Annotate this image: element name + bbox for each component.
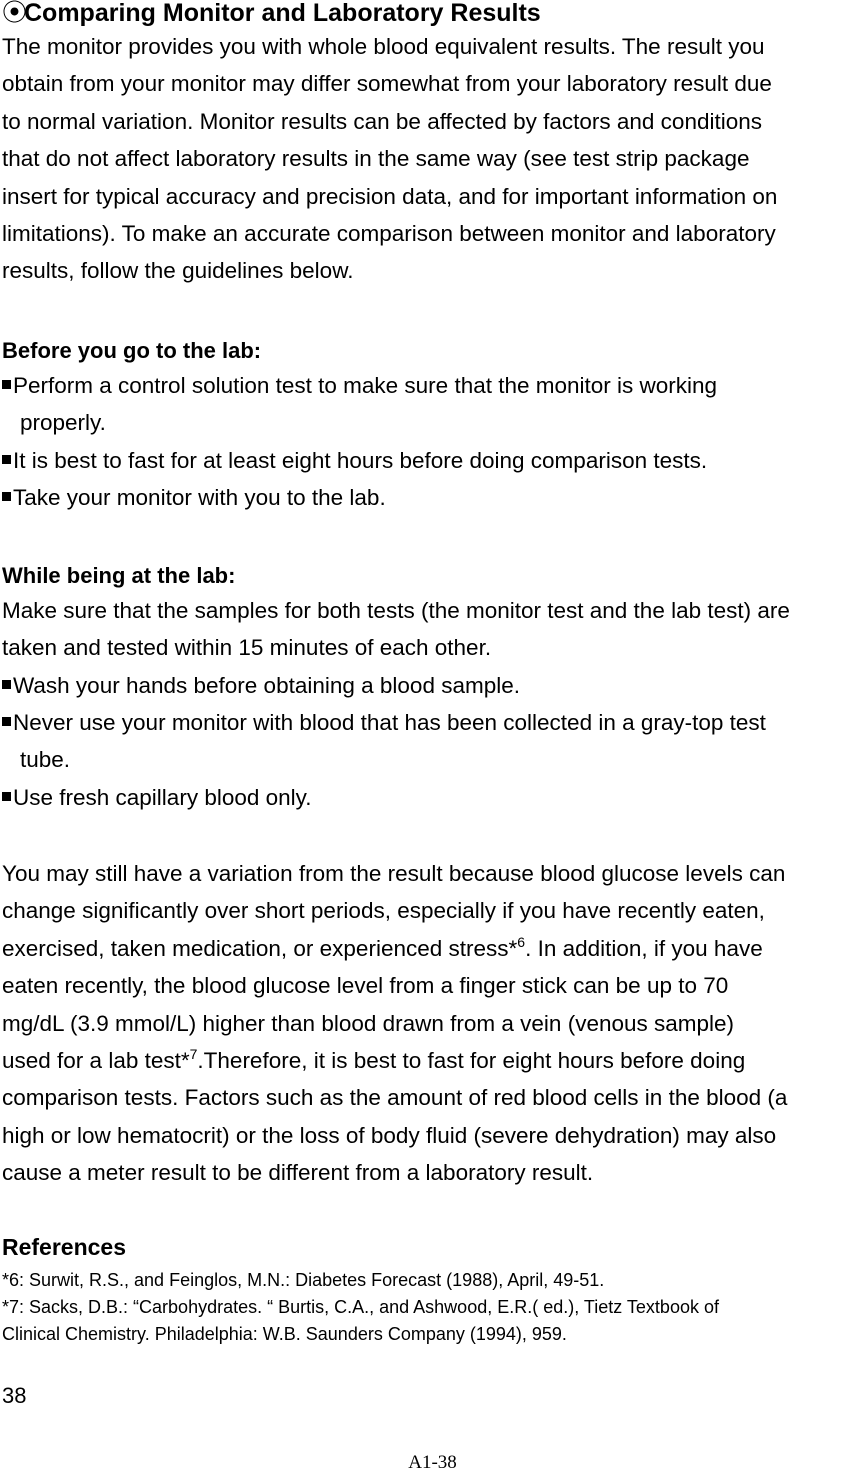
at-lab-item: Never use your monitor with blood that has been collected in a gray-top test tube. [2, 704, 864, 779]
intro-line: insert for typical accuracy and precision data, and for important information on [2, 183, 778, 209]
square-bullet-icon [2, 455, 11, 464]
at-lab-heading: While being at the lab: [2, 563, 236, 588]
before-lab-item: It is best to fast for at least eight hours before doing comparison tests. [2, 442, 864, 479]
intro-line: The monitor provides you with whole blood equivalent results. The result you [2, 34, 765, 59]
intro-line: results, follow the guidelines below. [2, 258, 354, 284]
footer-label: A1-38 [408, 1452, 457, 1473]
before-lab-heading: Before you go to the lab: [2, 338, 262, 363]
intro-line: to normal variation. Monitor results can be affected by factors and conditions [2, 108, 762, 134]
circle-bullet-icon: ⦿ [2, 0, 28, 27]
before-lab-item: Take your monitor with you to the lab. [2, 479, 864, 516]
at-lab-intro: Make sure that the samples for both tests (the monitor test and the lab test) are taken and tested within 15 minutes of each other. [2, 598, 790, 661]
intro-line: that do not affect laboratory results in the same way (see test strip package [2, 146, 750, 172]
page-number: 38 [2, 1383, 27, 1408]
square-bullet-icon [2, 792, 11, 801]
variation-paragraph: You may still have a variation from the result because blood glucose levels can change significantly over short periods, especially if you have recently eaten, exercised, taken medication, or experienced stress*$^6$. In addition, if you have eaten recently, the blood glucose level from a finger stick can be up to 70 mg/dL (3.9 mmol/L) higher than blood drawn from a vein (venous sample) used for a lab test*$^7$.Therefore, it is best to fast for eight hours before doing comparison tests. Factors such as the amount of red blood cells in the blood (a high or low hematocrit) or the loss of body fluid (severe dehydration) may also cause a meter result to be different from a laboratory result. [2, 861, 788, 1186]
square-bullet-icon [2, 680, 11, 689]
square-bullet-icon [2, 717, 11, 726]
section-title-text: Comparing Monitor and Laboratory Results [24, 0, 541, 27]
reference-7: *7: Sacks, D.B.: “Carbohydrates. “ Burtis, C.A., and Ashwood, E.R.( ed.), Tietz Textbook of Clinical Chemistry. Philadelphia: W.B. Saunders Company (1994), 959. [2, 1297, 719, 1344]
square-bullet-icon [2, 492, 11, 501]
intro-line: limitations). To make an accurate comparison between monitor and laboratory [2, 221, 776, 247]
references-heading: References [2, 1234, 127, 1260]
at-lab-item: Use fresh capillary blood only. [2, 779, 864, 816]
reference-6: *6: Surwit, R.S., and Feinglos, M.N.: Diabetes Forecast (1988), April, 49-51. [2, 1270, 605, 1290]
section-title [2, 0, 541, 28]
before-lab-item: Perform a control solution test to make sure that the monitor is working properly. [2, 367, 864, 442]
square-bullet-icon [2, 380, 11, 389]
at-lab-item: Wash your hands before obtaining a blood sample. [2, 667, 864, 704]
intro-paragraph [2, 28, 864, 290]
intro-line: obtain from your monitor may differ somewhat from your laboratory result due [2, 71, 772, 97]
